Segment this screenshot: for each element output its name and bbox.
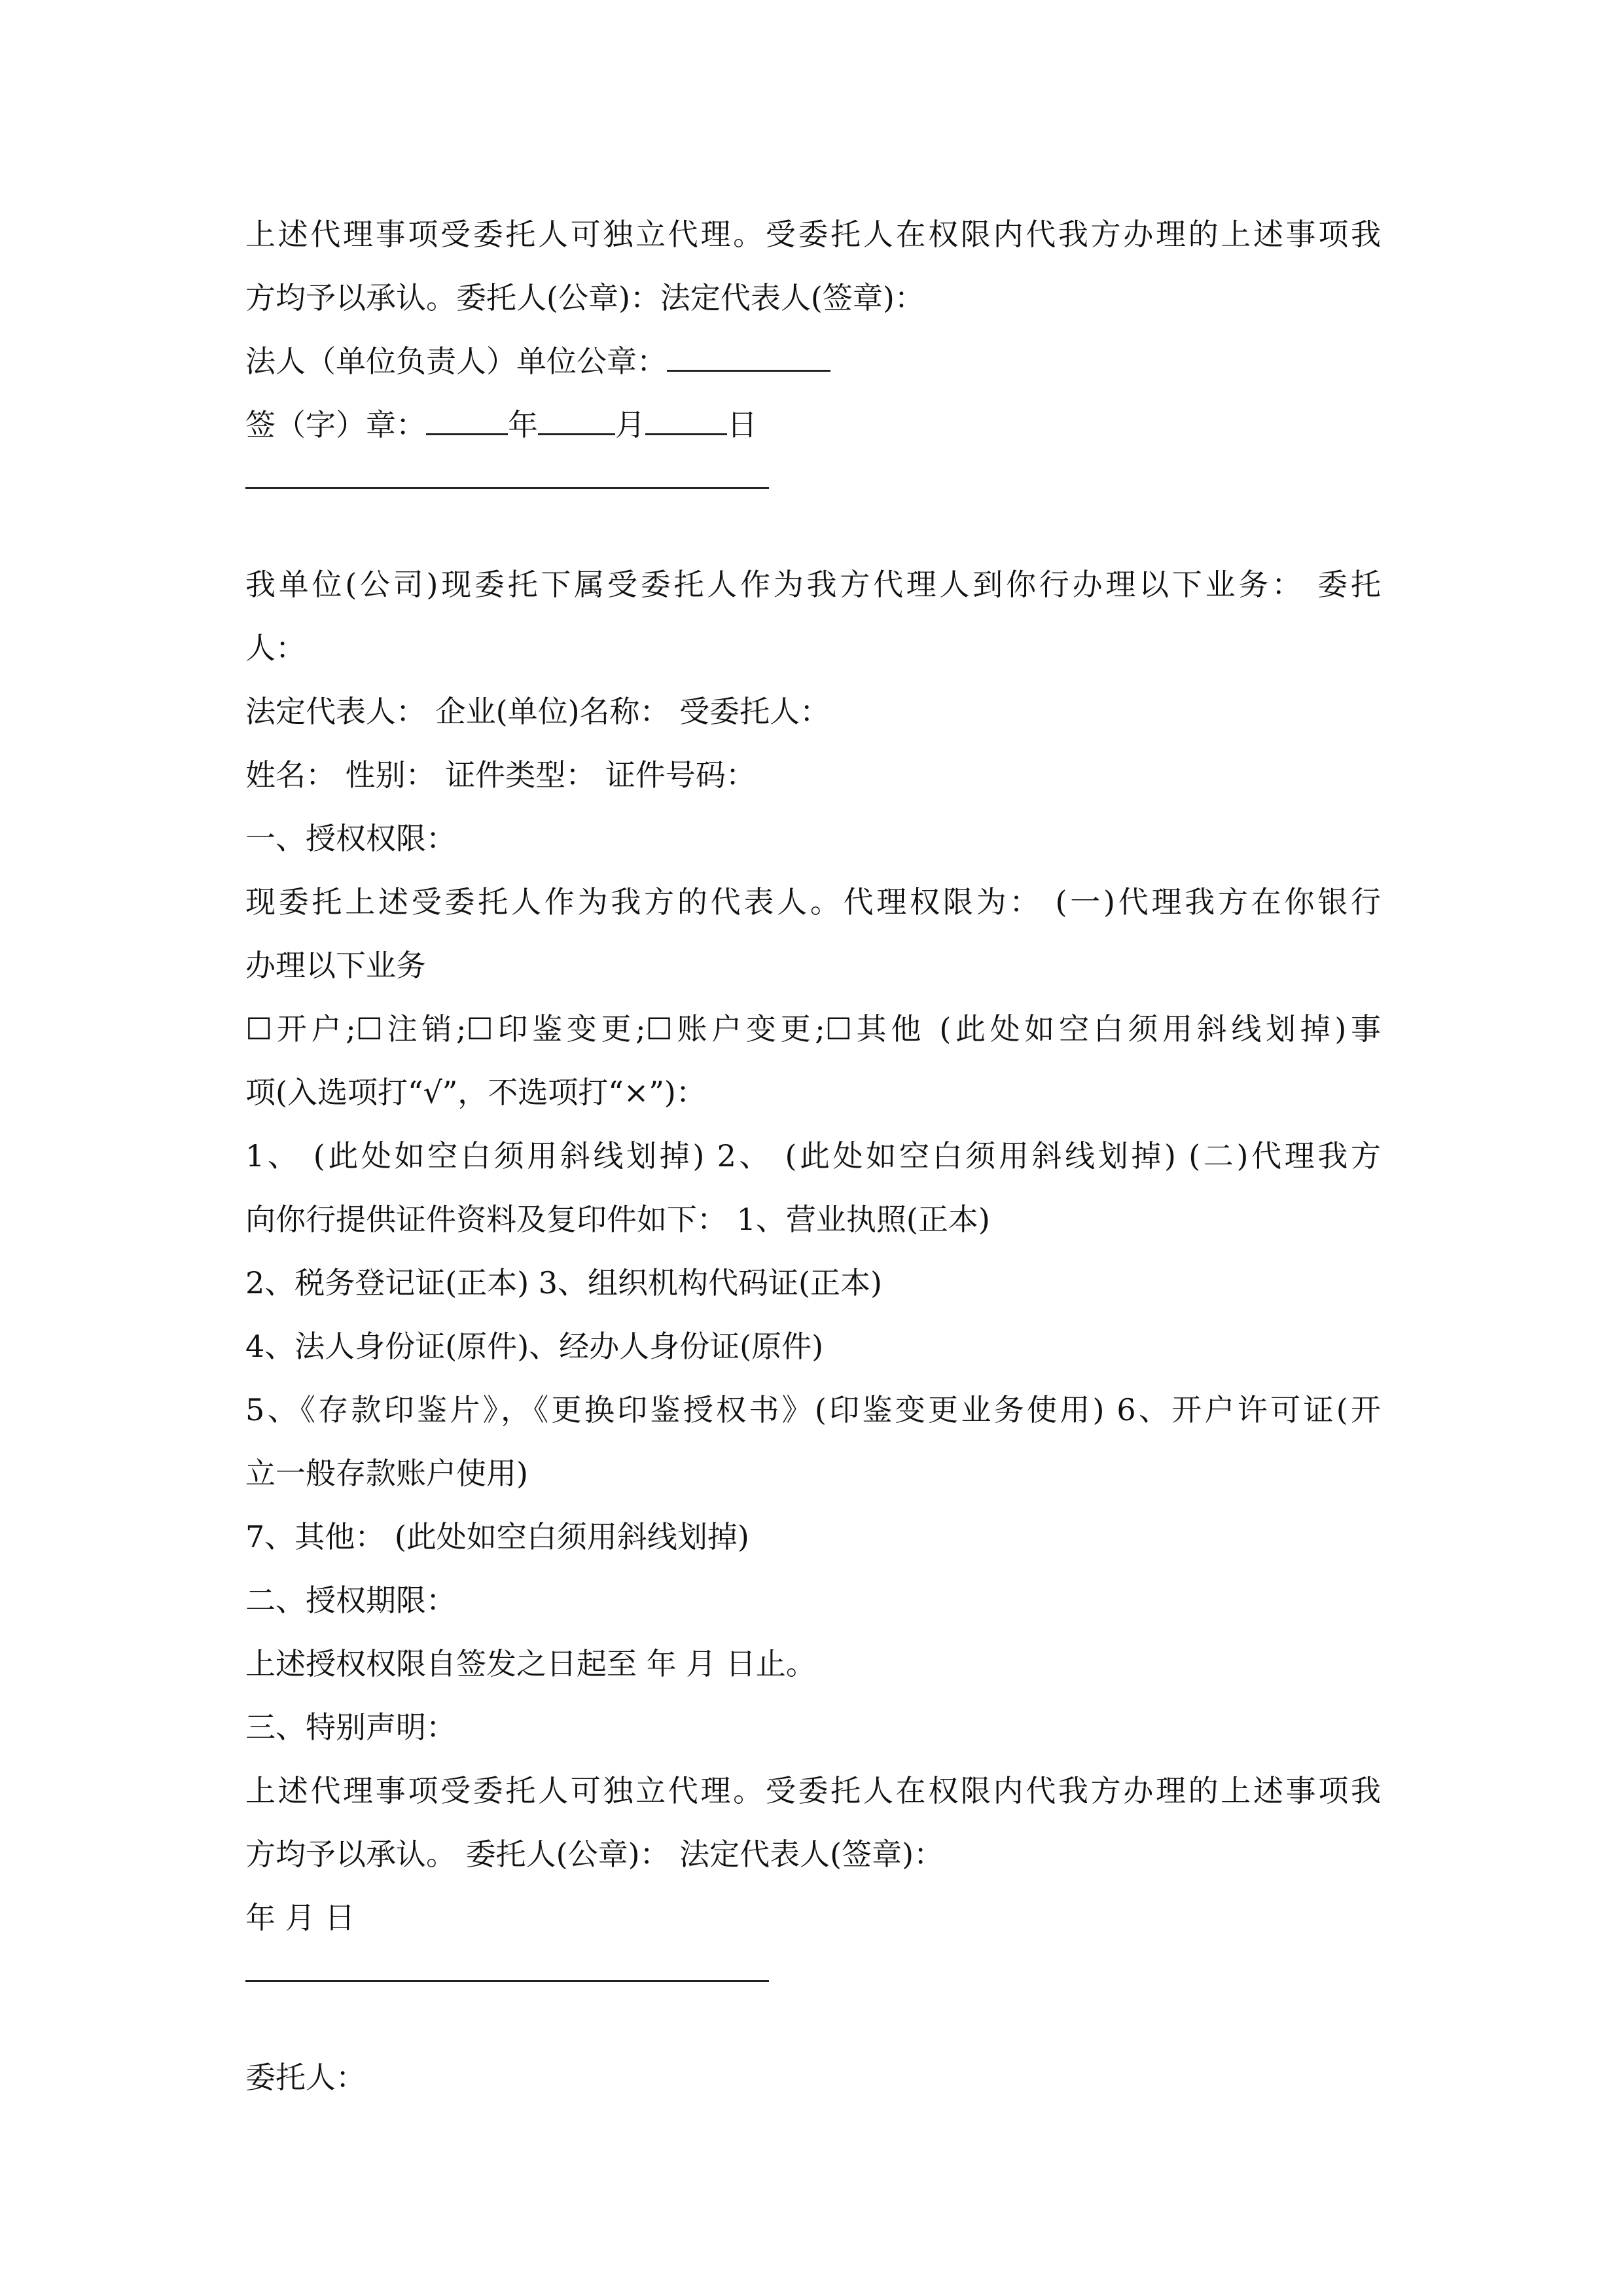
paragraph-line: 上述授权权限自签发之日起至 年 月 日止。	[245, 1646, 816, 1681]
paragraph-line: 现委托上述受委托人作为我方的代表人。代理权限为： (一)代理我方在你银行	[245, 884, 1381, 920]
paragraph-line: 上述代理事项受委托人可独立代理。受委托人在权限内代我方办理的上述事项我	[245, 217, 1381, 252]
date-line: 年 月 日	[245, 1900, 355, 1935]
paragraph-line: 方均予以承认。 委托人(公章)： 法定代表人(签章)：	[245, 1837, 944, 1872]
paragraph-line: 1、 (此处如空白须用斜线划掉) 2、 (此处如空白须用斜线划掉) (二)代理我方	[245, 1138, 1381, 1174]
signature-label: 签（字）章：	[245, 407, 426, 442]
seal-label: 法人（单位负责人）单位公章：	[245, 344, 667, 379]
paragraph-line: 方均予以承认。委托人(公章)：法定代表人(签章)：	[245, 280, 925, 315]
seal-blank	[667, 344, 830, 372]
date-line	[245, 393, 1381, 457]
day-label: 日	[727, 407, 757, 442]
section-heading: 三、特别声明：	[245, 1710, 456, 1745]
separator-rule	[245, 457, 1381, 520]
section-heading: 二、授权期限：	[245, 1583, 456, 1618]
paragraph-line: 人：	[245, 630, 306, 666]
paragraph-line: 我单位(公司)现委托下属受委托人作为我方代理人到你行办理以下业务： 委托	[245, 567, 1381, 602]
paragraph-line: 办理以下业务	[245, 948, 426, 983]
paragraph-line: 4、法人身份证(原件)、经办人身份证(原件)	[245, 1329, 824, 1364]
paragraph-line: 姓名： 性别： 证件类型： 证件号码：	[245, 757, 756, 793]
checkbox-options-line: ☐开户;☐注销;☐印鉴变更;☐账户变更;☐其他 (此处如空白须用斜线划掉)事	[245, 1011, 1381, 1047]
paragraph-line: 立一般存款账户使用)	[245, 1456, 528, 1491]
document-body	[245, 203, 1381, 2109]
seal-line	[245, 330, 1381, 393]
paragraph-line: 项(入选项打“√”，不选项打“×”)：	[245, 1075, 706, 1110]
paragraph-line: 委托人：	[245, 2060, 366, 2095]
year-label: 年	[508, 407, 538, 442]
month-blank	[538, 407, 615, 435]
paragraph-line: 2、税务登记证(正本) 3、组织机构代码证(正本)	[245, 1265, 882, 1300]
paragraph-line: 5、《存款印鉴片》，《更换印鉴授权书》(印鉴变更业务使用) 6、开户许可证(开	[245, 1392, 1381, 1427]
paragraph-line: 向你行提供证件资料及复印件如下： 1、营业执照(正本)	[245, 1202, 990, 1237]
day-blank	[645, 407, 727, 435]
section-heading: 一、授权权限：	[245, 821, 456, 856]
month-label: 月	[615, 407, 645, 442]
paragraph-line: 上述代理事项受委托人可独立代理。受委托人在权限内代我方办理的上述事项我	[245, 1773, 1381, 1808]
paragraph-line: 7、其他： (此处如空白须用斜线划掉)	[245, 1519, 749, 1554]
separator-rule	[245, 1950, 1381, 2013]
paragraph-line: 法定代表人： 企业(单位)名称： 受委托人：	[245, 694, 830, 729]
year-blank	[426, 407, 508, 435]
